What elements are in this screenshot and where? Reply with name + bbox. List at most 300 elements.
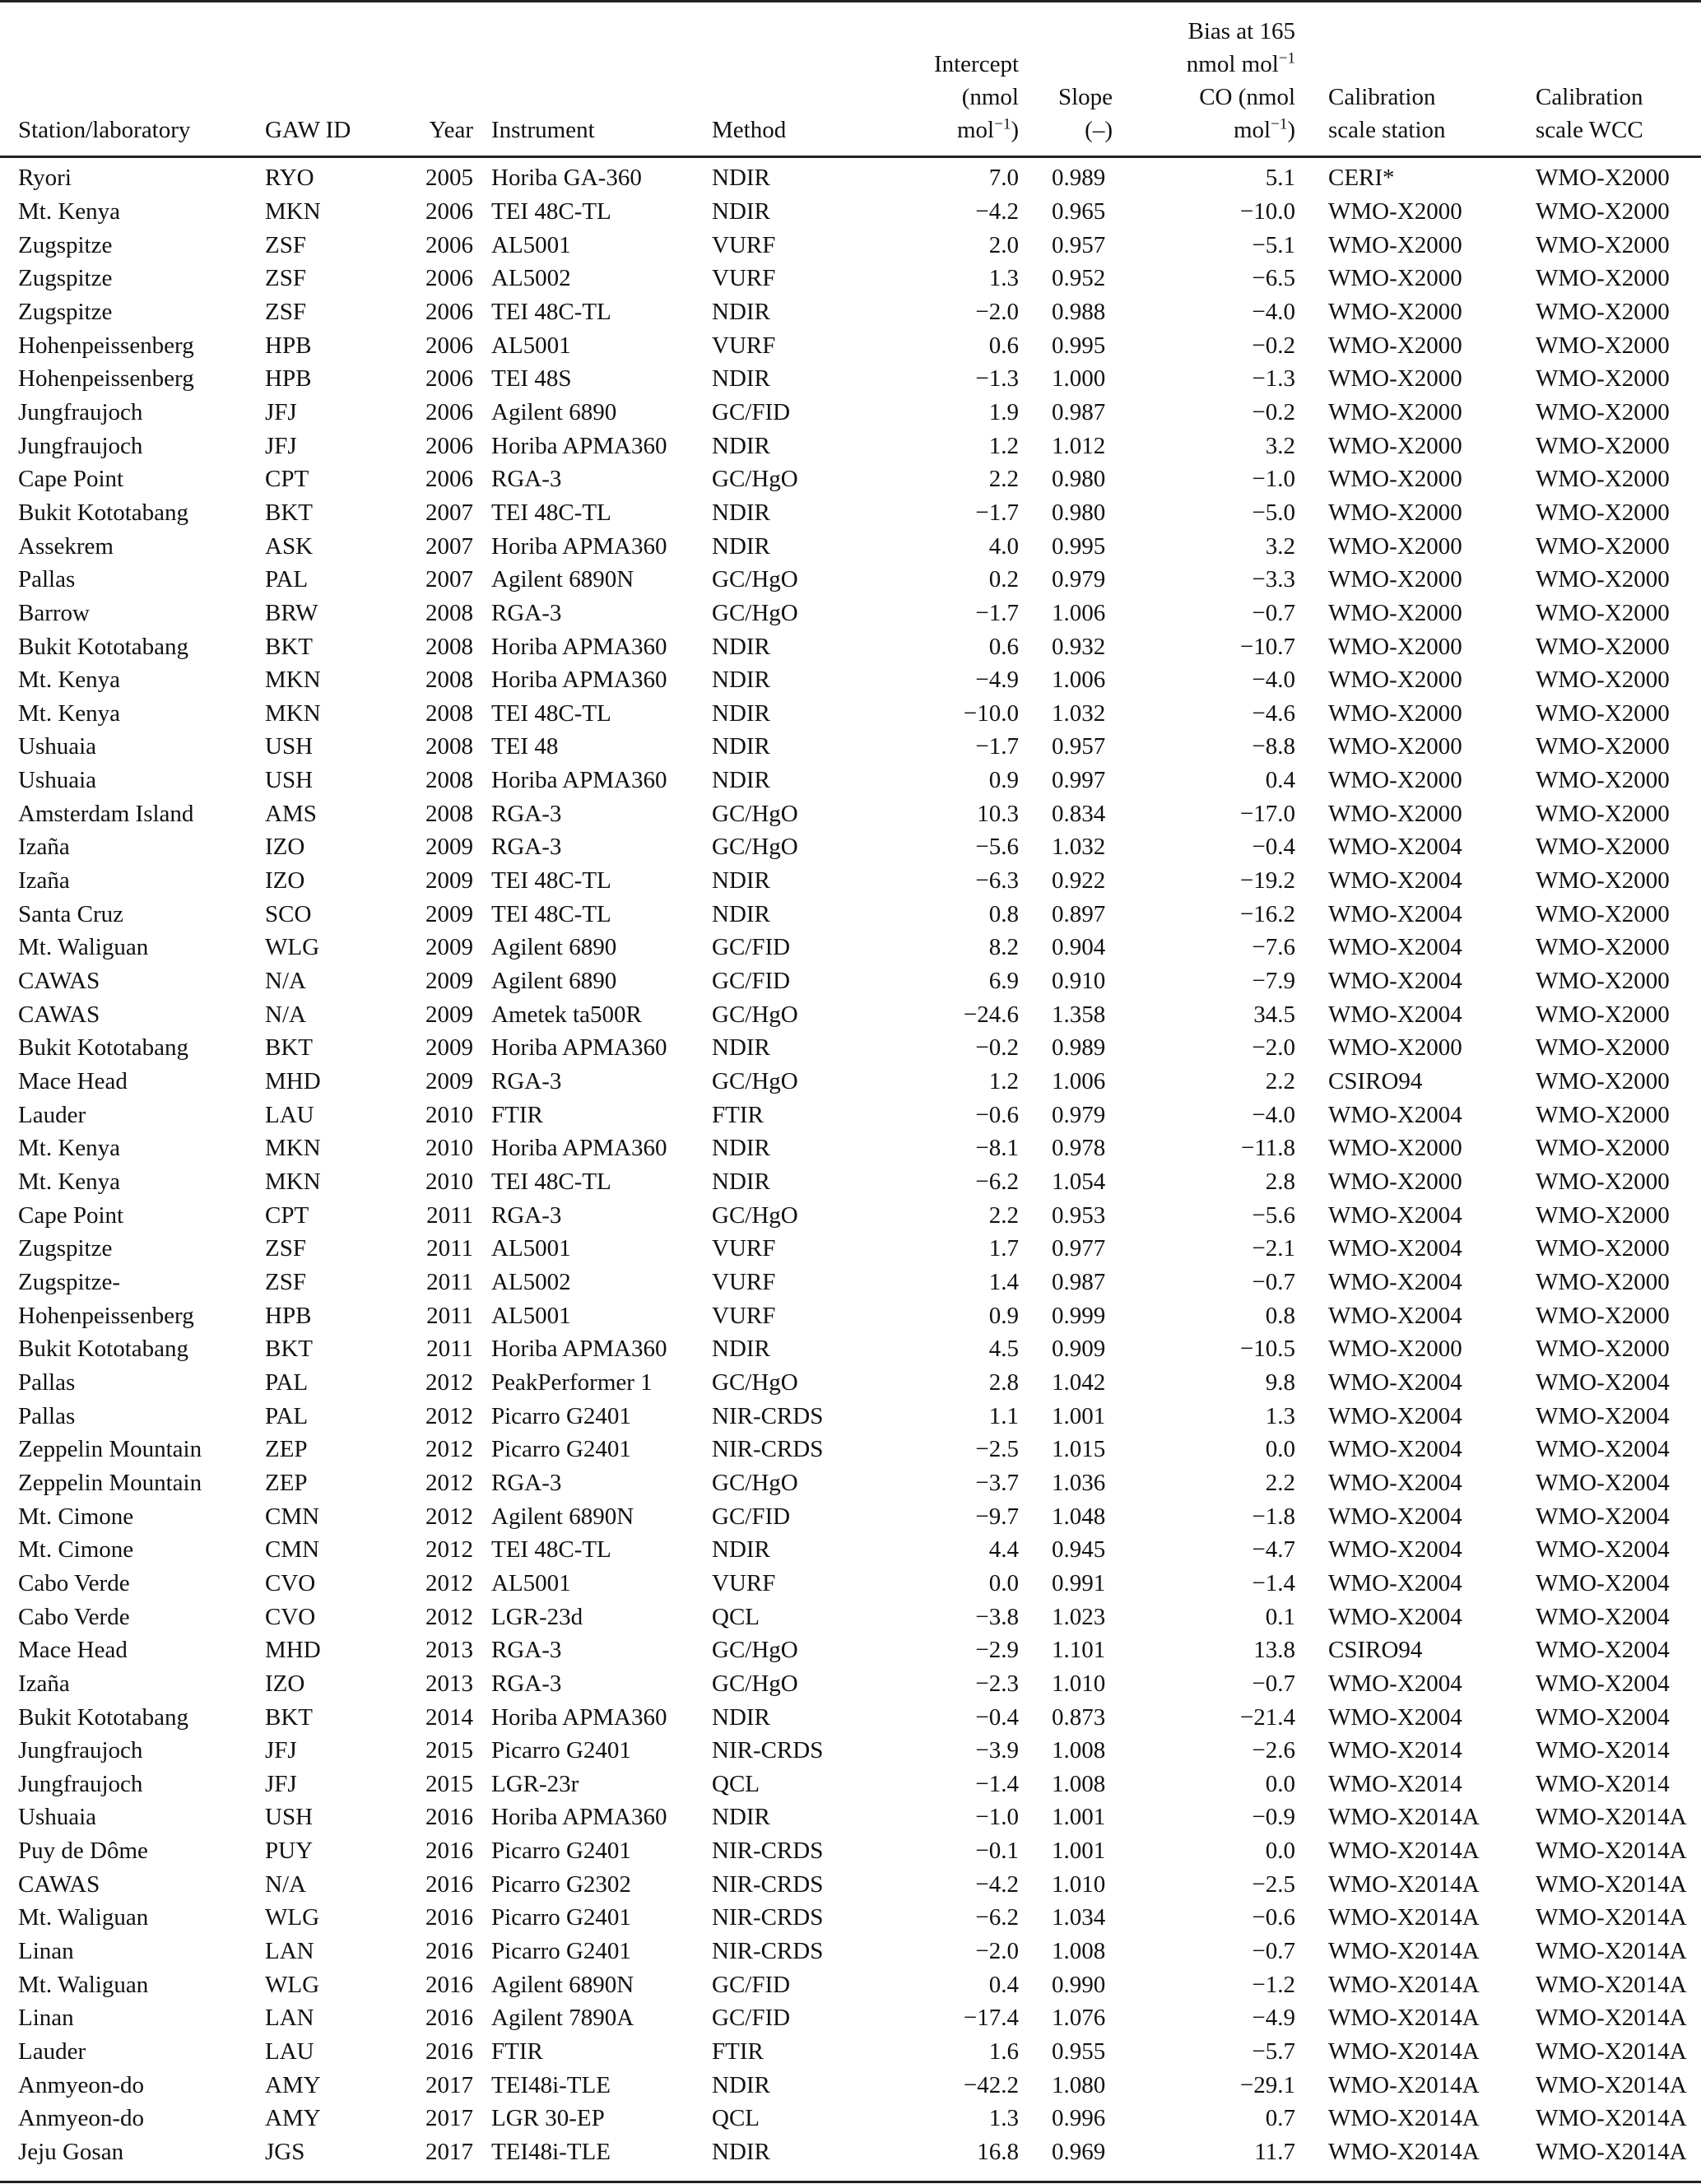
cell-intercept: −8.1 bbox=[975, 1135, 1019, 1162]
table-row bbox=[0, 1198, 1701, 1232]
cell-instrument: Horiba APMA360 bbox=[491, 1804, 667, 1831]
cell-slope: 1.000 bbox=[1052, 365, 1106, 393]
cell-cal-station: WMO-X2004 bbox=[1328, 1235, 1462, 1262]
cell-instrument: TEI 48C-TL bbox=[491, 900, 611, 927]
table-row bbox=[0, 1332, 1701, 1366]
cell-year: 2016 bbox=[425, 1870, 473, 1898]
cell-instrument: Horiba APMA360 bbox=[491, 1336, 667, 1363]
cell-method: NIR-CRDS bbox=[712, 1737, 824, 1764]
cell-gaw-id: PUY bbox=[265, 1838, 314, 1865]
cell-intercept: −2.0 bbox=[975, 1938, 1019, 1965]
table-row bbox=[0, 396, 1701, 430]
cell-station: Zugspitze bbox=[18, 231, 113, 258]
cell-cal-wcc: WMO-X2000 bbox=[1536, 165, 1670, 192]
cell-station: Cape Point bbox=[18, 1201, 124, 1229]
cell-instrument: TEI 48S bbox=[491, 365, 572, 393]
cell-cal-wcc: WMO-X2014 bbox=[1536, 1737, 1670, 1764]
cell-year: 2012 bbox=[425, 1368, 473, 1396]
cell-bias: −0.7 bbox=[1252, 1938, 1295, 1965]
cell-year: 2008 bbox=[425, 667, 473, 694]
cell-bias: −4.9 bbox=[1252, 2005, 1295, 2032]
table-header bbox=[0, 0, 1701, 156]
cell-cal-wcc: WMO-X2014 bbox=[1536, 1770, 1670, 1797]
cell-cal-station: WMO-X2004 bbox=[1328, 1101, 1462, 1128]
cell-year: 2017 bbox=[425, 2071, 473, 2098]
cell-bias: 0.7 bbox=[1265, 2105, 1295, 2132]
cell-slope: 0.909 bbox=[1052, 1336, 1106, 1363]
cell-instrument: Horiba APMA360 bbox=[491, 432, 667, 459]
cell-slope: 1.358 bbox=[1052, 1001, 1106, 1028]
cell-slope: 0.989 bbox=[1052, 1034, 1106, 1062]
cell-intercept: 2.2 bbox=[988, 1201, 1019, 1229]
cell-bias: −16.2 bbox=[1239, 900, 1295, 927]
cell-method: NDIR bbox=[712, 767, 770, 794]
cell-method: NDIR bbox=[712, 532, 770, 560]
cell-intercept: −6.3 bbox=[975, 867, 1019, 895]
cell-instrument: TEI 48C-TL bbox=[491, 298, 611, 325]
cell-slope: 0.990 bbox=[1052, 1971, 1106, 1998]
cell-intercept: −1.7 bbox=[975, 733, 1019, 760]
cell-cal-station: WMO-X2000 bbox=[1328, 599, 1462, 626]
cell-cal-wcc: WMO-X2000 bbox=[1536, 867, 1670, 895]
table-row bbox=[0, 362, 1701, 396]
header-instrument: Instrument bbox=[491, 117, 595, 143]
cell-station: Lauder bbox=[18, 2038, 86, 2066]
cell-slope: 0.955 bbox=[1052, 2038, 1106, 2066]
cell-gaw-id: BKT bbox=[265, 1034, 313, 1062]
cell-instrument: LGR-23d bbox=[491, 1603, 583, 1630]
cell-year: 2010 bbox=[425, 1101, 473, 1128]
cell-cal-wcc: WMO-X2000 bbox=[1536, 265, 1670, 292]
cell-gaw-id: N/A bbox=[265, 1870, 306, 1898]
cell-method: NDIR bbox=[712, 298, 770, 325]
cell-method: GC/HgO bbox=[712, 466, 798, 493]
cell-intercept: 16.8 bbox=[977, 2139, 1019, 2166]
cell-station: Zugspitze- bbox=[18, 1268, 121, 1295]
cell-cal-station: WMO-X2004 bbox=[1328, 1603, 1462, 1630]
cell-cal-wcc: WMO-X2000 bbox=[1536, 566, 1670, 593]
cell-station: CAWAS bbox=[18, 968, 100, 995]
cell-gaw-id: ASK bbox=[265, 532, 314, 560]
cell-bias: −10.7 bbox=[1239, 633, 1295, 660]
cell-cal-wcc: WMO-X2004 bbox=[1536, 1469, 1670, 1496]
cell-year: 2006 bbox=[425, 298, 473, 325]
cell-cal-station: WMO-X2000 bbox=[1328, 633, 1462, 660]
cell-station: Mt. Kenya bbox=[18, 1135, 121, 1162]
cell-slope: 0.969 bbox=[1052, 2139, 1106, 2166]
table-row bbox=[0, 1266, 1701, 1299]
cell-cal-wcc: WMO-X2014A bbox=[1536, 1804, 1687, 1831]
cell-slope: 0.995 bbox=[1052, 532, 1106, 560]
cell-bias: 11.7 bbox=[1254, 2139, 1295, 2166]
cell-year: 2016 bbox=[425, 1838, 473, 1865]
cell-slope: 1.101 bbox=[1052, 1637, 1106, 1664]
cell-method: NDIR bbox=[712, 2071, 770, 2098]
cell-station: Cabo Verde bbox=[18, 1603, 130, 1630]
cell-cal-wcc: WMO-X2004 bbox=[1536, 1436, 1670, 1463]
table-row bbox=[0, 2102, 1701, 2135]
cell-gaw-id: MKN bbox=[265, 197, 321, 225]
cell-method: NDIR bbox=[712, 1703, 770, 1731]
cell-slope: 1.010 bbox=[1052, 1870, 1106, 1898]
cell-method: FTIR bbox=[712, 1101, 764, 1128]
cell-year: 2011 bbox=[426, 1201, 473, 1229]
cell-cal-station: WMO-X2000 bbox=[1328, 733, 1462, 760]
cell-station: Bukit Kototabang bbox=[18, 1336, 189, 1363]
cell-bias: 3.2 bbox=[1265, 432, 1295, 459]
table-row bbox=[0, 1901, 1701, 1935]
cell-station: Zeppelin Mountain bbox=[18, 1436, 202, 1463]
cell-cal-station: WMO-X2000 bbox=[1328, 197, 1462, 225]
cell-cal-wcc: WMO-X2014A bbox=[1536, 2071, 1687, 2098]
cell-bias: −5.0 bbox=[1252, 499, 1295, 526]
cell-instrument: AL5001 bbox=[491, 1302, 571, 1329]
cell-cal-wcc: WMO-X2014A bbox=[1536, 2005, 1687, 2032]
cell-instrument: FTIR bbox=[491, 1101, 543, 1128]
cell-station: Izaña bbox=[18, 1670, 70, 1697]
cell-bias: 9.8 bbox=[1265, 1368, 1295, 1396]
table-body bbox=[0, 156, 1701, 2168]
cell-year: 2012 bbox=[425, 1503, 473, 1530]
header-intercept-line2: (nmol bbox=[961, 84, 1019, 110]
cell-intercept: 1.3 bbox=[988, 2105, 1019, 2132]
cell-slope: 0.873 bbox=[1052, 1703, 1106, 1731]
cell-cal-station: WMO-X2000 bbox=[1328, 398, 1462, 425]
cell-intercept: 1.7 bbox=[988, 1235, 1019, 1262]
cell-cal-wcc: WMO-X2004 bbox=[1536, 1536, 1670, 1564]
cell-method: GC/FID bbox=[712, 1971, 791, 1998]
cell-gaw-id: JFJ bbox=[265, 1770, 297, 1797]
cell-slope: 0.977 bbox=[1052, 1235, 1106, 1262]
cell-cal-wcc: WMO-X2000 bbox=[1536, 1201, 1670, 1229]
cell-cal-wcc: WMO-X2000 bbox=[1536, 767, 1670, 794]
cell-cal-wcc: WMO-X2000 bbox=[1536, 834, 1670, 861]
header-slope-line1: Slope bbox=[1057, 84, 1113, 110]
cell-station: Mt. Kenya bbox=[18, 1169, 121, 1196]
cell-method: NDIR bbox=[712, 197, 770, 225]
cell-gaw-id: LAN bbox=[265, 2005, 314, 2032]
cell-cal-wcc: WMO-X2014A bbox=[1536, 2139, 1687, 2166]
cell-cal-station: WMO-X2004 bbox=[1328, 1703, 1462, 1731]
cell-intercept: 10.3 bbox=[977, 800, 1019, 827]
cell-method: VURF bbox=[712, 1268, 776, 1295]
cell-bias: −0.2 bbox=[1252, 398, 1295, 425]
cell-instrument: RGA-3 bbox=[491, 466, 562, 493]
cell-year: 2013 bbox=[425, 1637, 473, 1664]
cell-station: Jungfraujoch bbox=[18, 1770, 143, 1797]
cell-year: 2016 bbox=[425, 1938, 473, 1965]
cell-method: VURF bbox=[712, 332, 776, 359]
cell-intercept: −42.2 bbox=[963, 2071, 1019, 2098]
cell-method: GC/HgO bbox=[712, 1670, 798, 1697]
cell-method: NDIR bbox=[712, 1169, 770, 1196]
cell-method: NDIR bbox=[712, 1135, 770, 1162]
cell-cal-station: WMO-X2014A bbox=[1328, 1971, 1480, 1998]
cell-cal-wcc: WMO-X2004 bbox=[1536, 1670, 1670, 1697]
table-row bbox=[0, 195, 1701, 229]
cell-gaw-id: PAL bbox=[265, 1402, 309, 1429]
cell-cal-wcc: WMO-X2014A bbox=[1536, 2105, 1687, 2132]
cell-method: GC/HgO bbox=[712, 1068, 798, 1095]
cell-slope: 0.980 bbox=[1052, 466, 1106, 493]
cell-gaw-id: IZO bbox=[265, 867, 305, 895]
table-row bbox=[0, 1499, 1701, 1533]
cell-intercept: −2.3 bbox=[975, 1670, 1019, 1697]
cell-station: Ushuaia bbox=[18, 767, 97, 794]
cell-year: 2016 bbox=[425, 1904, 473, 1931]
cell-bias: −4.7 bbox=[1252, 1536, 1295, 1564]
cell-gaw-id: CVO bbox=[265, 1603, 316, 1630]
cell-cal-wcc: WMO-X2000 bbox=[1536, 332, 1670, 359]
cell-gaw-id: MKN bbox=[265, 667, 321, 694]
cell-cal-wcc: WMO-X2000 bbox=[1536, 197, 1670, 225]
cell-intercept: −2.0 bbox=[975, 298, 1019, 325]
cell-intercept: −4.9 bbox=[975, 667, 1019, 694]
cell-instrument: Agilent 7890A bbox=[491, 2005, 634, 2032]
cell-instrument: AL5001 bbox=[491, 1569, 571, 1596]
cell-cal-station: WMO-X2000 bbox=[1328, 432, 1462, 459]
cell-cal-wcc: WMO-X2000 bbox=[1536, 1235, 1670, 1262]
table-row bbox=[0, 730, 1701, 764]
cell-method: NDIR bbox=[712, 867, 770, 895]
cell-station: Anmyeon-do bbox=[18, 2071, 145, 2098]
cell-method: NDIR bbox=[712, 1804, 770, 1831]
cell-bias: −1.0 bbox=[1252, 466, 1295, 493]
header-year: Year bbox=[429, 117, 473, 143]
cell-intercept: −1.3 bbox=[975, 365, 1019, 393]
cell-year: 2016 bbox=[425, 2005, 473, 2032]
cell-gaw-id: JFJ bbox=[265, 432, 297, 459]
cell-gaw-id: BKT bbox=[265, 1336, 313, 1363]
cell-bias: 2.2 bbox=[1265, 1068, 1295, 1095]
cell-bias: 2.8 bbox=[1265, 1169, 1295, 1196]
cell-slope: 0.989 bbox=[1052, 165, 1106, 192]
cell-instrument: Horiba APMA360 bbox=[491, 767, 667, 794]
cell-intercept: 0.6 bbox=[988, 633, 1019, 660]
cell-year: 2016 bbox=[425, 1804, 473, 1831]
cell-method: GC/FID bbox=[712, 968, 791, 995]
cell-method: GC/HgO bbox=[712, 1637, 798, 1664]
cell-cal-station: WMO-X2000 bbox=[1328, 1169, 1462, 1196]
header-station: Station/laboratory bbox=[18, 117, 191, 143]
cell-year: 2008 bbox=[425, 800, 473, 827]
cell-cal-wcc: WMO-X2014A bbox=[1536, 1838, 1687, 1865]
cell-bias: −5.7 bbox=[1252, 2038, 1295, 2066]
cell-slope: 1.032 bbox=[1052, 834, 1106, 861]
cell-intercept: 1.1 bbox=[988, 1402, 1019, 1429]
cell-cal-wcc: WMO-X2014A bbox=[1536, 1870, 1687, 1898]
cell-intercept: −1.7 bbox=[975, 599, 1019, 626]
cell-gaw-id: ZEP bbox=[265, 1469, 308, 1496]
cell-gaw-id: CMN bbox=[265, 1536, 320, 1564]
cell-gaw-id: BRW bbox=[265, 599, 318, 626]
cell-intercept: −1.0 bbox=[975, 1804, 1019, 1831]
cell-cal-station: WMO-X2014A bbox=[1328, 1838, 1480, 1865]
cell-slope: 1.001 bbox=[1052, 1804, 1106, 1831]
cell-slope: 0.987 bbox=[1052, 1268, 1106, 1295]
cell-cal-wcc: WMO-X2004 bbox=[1536, 1569, 1670, 1596]
cell-cal-wcc: WMO-X2000 bbox=[1536, 466, 1670, 493]
cell-slope: 0.910 bbox=[1052, 968, 1106, 995]
cell-year: 2006 bbox=[425, 265, 473, 292]
cell-cal-station: WMO-X2004 bbox=[1328, 934, 1462, 961]
cell-cal-wcc: WMO-X2000 bbox=[1536, 733, 1670, 760]
cell-gaw-id: PAL bbox=[265, 1368, 309, 1396]
cell-year: 2010 bbox=[425, 1169, 473, 1196]
cell-station: Mt. Kenya bbox=[18, 197, 121, 225]
cell-method: VURF bbox=[712, 1235, 776, 1262]
table-row bbox=[0, 429, 1701, 462]
cell-cal-station: WMO-X2004 bbox=[1328, 1569, 1462, 1596]
cell-instrument: TEI 48 bbox=[491, 733, 559, 760]
cell-gaw-id: HPB bbox=[265, 1302, 312, 1329]
cell-bias: −2.6 bbox=[1252, 1737, 1295, 1764]
table-row bbox=[0, 697, 1701, 731]
cell-bias: 0.0 bbox=[1265, 1770, 1295, 1797]
cell-bias: −1.8 bbox=[1252, 1503, 1295, 1530]
cell-station: Hohenpeissenberg bbox=[18, 332, 194, 359]
cell-slope: 0.965 bbox=[1052, 197, 1106, 225]
cell-gaw-id: AMY bbox=[265, 2105, 321, 2132]
cell-intercept: 1.3 bbox=[988, 265, 1019, 292]
cell-cal-wcc: WMO-X2014A bbox=[1536, 1904, 1687, 1931]
cell-cal-wcc: WMO-X2000 bbox=[1536, 499, 1670, 526]
cell-year: 2006 bbox=[425, 466, 473, 493]
cell-instrument: Picarro G2401 bbox=[491, 1402, 631, 1429]
cell-method: QCL bbox=[712, 1770, 760, 1797]
cell-instrument: AL5002 bbox=[491, 265, 571, 292]
header-intercept bbox=[827, 0, 1019, 156]
table-row bbox=[0, 1667, 1701, 1701]
cell-cal-station: WMO-X2000 bbox=[1328, 1135, 1462, 1162]
cell-instrument: Picarro G2401 bbox=[491, 1938, 631, 1965]
cell-intercept: −10.0 bbox=[963, 699, 1019, 727]
cell-cal-station: WMO-X2000 bbox=[1328, 566, 1462, 593]
cell-bias: 13.8 bbox=[1253, 1637, 1295, 1664]
cell-slope: 1.054 bbox=[1052, 1169, 1106, 1196]
cell-cal-wcc: WMO-X2000 bbox=[1536, 667, 1670, 694]
cell-cal-station: WMO-X2000 bbox=[1328, 667, 1462, 694]
cell-instrument: TEI 48C-TL bbox=[491, 499, 611, 526]
cell-method: NDIR bbox=[712, 1336, 770, 1363]
cell-station: Ushuaia bbox=[18, 733, 97, 760]
table-row bbox=[0, 1801, 1701, 1834]
cell-cal-wcc: WMO-X2000 bbox=[1536, 1034, 1670, 1062]
cell-station: Bukit Kototabang bbox=[18, 633, 189, 660]
cell-bias: −3.3 bbox=[1252, 566, 1295, 593]
cell-intercept: −3.9 bbox=[975, 1737, 1019, 1764]
cell-instrument: Picarro G2401 bbox=[491, 1838, 631, 1865]
table-row bbox=[0, 228, 1701, 262]
cell-instrument: Picarro G2401 bbox=[491, 1436, 631, 1463]
cell-instrument: FTIR bbox=[491, 2038, 543, 2066]
cell-gaw-id: WLG bbox=[265, 1971, 320, 1998]
cell-method: GC/FID bbox=[712, 934, 791, 961]
header-cal-wcc-line2: scale WCC bbox=[1536, 117, 1643, 143]
cell-year: 2011 bbox=[426, 1268, 473, 1295]
cell-method: NDIR bbox=[712, 1536, 770, 1564]
table-row bbox=[0, 1366, 1701, 1400]
cell-station: Bukit Kototabang bbox=[18, 1034, 189, 1062]
cell-gaw-id: WLG bbox=[265, 1904, 320, 1931]
cell-year: 2006 bbox=[425, 197, 473, 225]
cell-station: Izaña bbox=[18, 867, 70, 895]
cell-method: GC/HgO bbox=[712, 1368, 798, 1396]
cell-cal-station: WMO-X2000 bbox=[1328, 332, 1462, 359]
cell-cal-wcc: WMO-X2000 bbox=[1536, 934, 1670, 961]
cell-cal-station: WMO-X2004 bbox=[1328, 1001, 1462, 1028]
cell-method: NDIR bbox=[712, 1034, 770, 1062]
cell-station: Zeppelin Mountain bbox=[18, 1469, 202, 1496]
cell-gaw-id: MKN bbox=[265, 1169, 321, 1196]
cell-slope: 0.979 bbox=[1052, 1101, 1106, 1128]
cell-gaw-id: JGS bbox=[265, 2139, 305, 2166]
cell-bias: −10.5 bbox=[1239, 1336, 1295, 1363]
cell-gaw-id: LAN bbox=[265, 1938, 314, 1965]
cell-cal-wcc: WMO-X2000 bbox=[1536, 365, 1670, 393]
cell-method: NIR-CRDS bbox=[712, 1904, 824, 1931]
cell-intercept: −2.5 bbox=[975, 1436, 1019, 1463]
cell-bias: 0.0 bbox=[1265, 1436, 1295, 1463]
cell-intercept: 1.9 bbox=[988, 398, 1019, 425]
cell-intercept: 4.0 bbox=[988, 532, 1019, 560]
cell-bias: 5.1 bbox=[1265, 165, 1295, 192]
cell-cal-station: WMO-X2014 bbox=[1328, 1737, 1462, 1764]
cell-method: NDIR bbox=[712, 667, 770, 694]
cell-gaw-id: AMS bbox=[265, 800, 317, 827]
cell-intercept: −6.2 bbox=[975, 1169, 1019, 1196]
cell-instrument: TEI 48C-TL bbox=[491, 197, 611, 225]
cell-slope: 1.080 bbox=[1052, 2071, 1106, 2098]
cell-year: 2012 bbox=[425, 1469, 473, 1496]
cell-year: 2013 bbox=[425, 1670, 473, 1697]
cell-gaw-id: LAU bbox=[265, 1101, 314, 1128]
cell-bias: −4.6 bbox=[1252, 699, 1295, 727]
cell-instrument: TEI48i-TLE bbox=[491, 2139, 611, 2166]
cell-cal-station: WMO-X2014A bbox=[1328, 1904, 1480, 1931]
cell-bias: −5.6 bbox=[1252, 1201, 1295, 1229]
cell-station: Izaña bbox=[18, 834, 70, 861]
cell-cal-station: WMO-X2014A bbox=[1328, 2038, 1480, 2066]
cell-slope: 1.006 bbox=[1052, 667, 1106, 694]
cell-method: FTIR bbox=[712, 2038, 764, 2066]
cell-cal-station: WMO-X2014A bbox=[1328, 2105, 1480, 2132]
cell-cal-station: WMO-X2004 bbox=[1328, 867, 1462, 895]
cell-slope: 0.897 bbox=[1052, 900, 1106, 927]
header-cal-wcc-line1: Calibration bbox=[1536, 84, 1643, 110]
cell-cal-station: CERI* bbox=[1328, 165, 1395, 192]
cell-slope: 0.922 bbox=[1052, 867, 1106, 895]
cell-cal-wcc: WMO-X2000 bbox=[1536, 699, 1670, 727]
cell-station: Mt. Waliguan bbox=[18, 1904, 149, 1931]
cell-slope: 0.997 bbox=[1052, 767, 1106, 794]
cell-slope: 1.006 bbox=[1052, 599, 1106, 626]
cell-gaw-id: USH bbox=[265, 767, 314, 794]
cell-intercept: −3.8 bbox=[975, 1603, 1019, 1630]
table-row bbox=[0, 1867, 1701, 1901]
cell-instrument: AL5001 bbox=[491, 332, 571, 359]
cell-method: NDIR bbox=[712, 432, 770, 459]
cell-cal-station: WMO-X2004 bbox=[1328, 1503, 1462, 1530]
cell-cal-station: WMO-X2004 bbox=[1328, 1368, 1462, 1396]
cell-gaw-id: MHD bbox=[265, 1637, 321, 1664]
cell-cal-station: WMO-X2014A bbox=[1328, 2139, 1480, 2166]
cell-method: VURF bbox=[712, 265, 776, 292]
cell-instrument: RGA-3 bbox=[491, 1068, 562, 1095]
cell-cal-wcc: WMO-X2000 bbox=[1536, 532, 1670, 560]
cell-slope: 0.932 bbox=[1052, 633, 1106, 660]
cell-gaw-id: ZSF bbox=[265, 1268, 306, 1295]
